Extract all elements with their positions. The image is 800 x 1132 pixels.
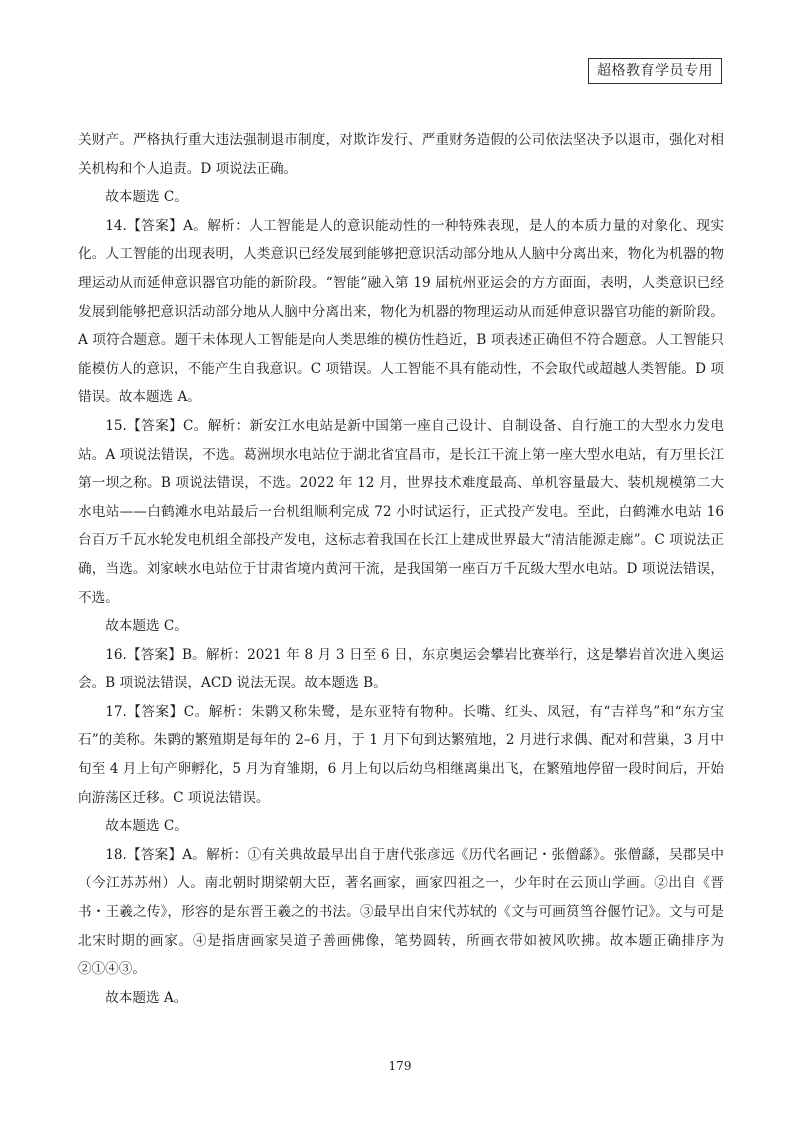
conclusion-13: 故本题选 C。 [105, 189, 188, 206]
answer-17: 17.【答案】C。解析：朱鹮又称朱鹭，是东亚特有物种。长嘴、红头、凤冠，有“吉祥鸟”和“东方宝石”的美称。朱鹮的繁殖期是每年的 2–6 月，于 1 月下旬到达繁殖地，2 月进行求偶、配对和营巢，3 月中旬至 4 月上旬产卵孵化，5 月为育雏期，6 月上旬以后幼鸟相继离巢出飞，在繁殖地停留一段时间后，开始向游荡区迁移。C 项说法错误。 [78, 703, 724, 806]
answer-16: 16.【答案】B。解析：2021 年 8 月 3 日至 6 日，东京奥运会攀岩比赛举行，这是攀岩首次进入奥运会。B 项说法错误，ACD 说法无误。故本题选 B。 [78, 646, 724, 692]
answer-explanations [78, 126, 724, 1012]
institution-stamp: 超格教育学员专用 [588, 58, 722, 84]
conclusion-15: 故本题选 C。 [105, 618, 188, 635]
conclusion-17: 故本题选 C。 [105, 818, 188, 835]
paragraph-continuation: 关财产。严格执行重大违法强制退市制度，对欺诈发行、严重财务造假的公司依法坚决予以退市，强化对相关机构和个人追责。D 项说法正确。 [78, 132, 724, 177]
answer-15: 15.【答案】C。解析：新安江水电站是新中国第一座自己设计、自制设备、自行施工的大型水力发电站。A 项说法错误，不选。葛洲坝水电站位于湖北省宜昌市，是长江干流上第一座大型水电站，有万里长江第一坝之称。B 项说法错误，不选。2022 年 12 月，世界技术难度最高、单机容量最大、装机规模第二大水电站——白鹤滩水电站最后一台机组顺利完成 72 小时试运行，正式投产发电。至此，白鹤滩水电站 16 台百万千瓦水轮发电机组全部投产发电，这标志着我国在长江上建成世界最大“清洁能源走廊”。C 项说法正确，当选。刘家峡水电站位于甘肃省境内黄河干流，是我国第一座百万千瓦级大型水电站。D 项说法错误，不选。 [78, 417, 724, 606]
page-number: 179 [388, 1059, 412, 1073]
answer-18: 18.【答案】A。解析：①有关典故最早出自于唐代张彦远《历代名画记・张僧繇》。张僧繇，吴郡吴中（今江苏苏州）人。南北朝时期梁朝大臣，著名画家，画家四祖之一，少年时在云顶山学画。②出自《晋书・王羲之传》，形容的是东晋王羲之的书法。③最早出自宋代苏轼的《文与可画筼筜谷偃竹记》。文与可是北宋时期的画家。④是指唐画家吴道子善画佛像，笔势圆转，所画衣带如被风吹拂。故本题正确排序为②①④③。 [78, 846, 724, 978]
conclusion-18: 故本题选 A。 [105, 989, 188, 1006]
answer-14: 14.【答案】A。解析：人工智能是人的意识能动性的一种特殊表现，是人的本质力量的对象化、现实化。人工智能的出现表明，人类意识已经发展到能够把意识活动部分地从人脑中分离出来，物化为机器的物理运动从而延伸意识器官功能的新阶段。“智能”融入第 19 届杭州亚运会的方方面面，表明，人类意识已经发展到能够把意识活动部分地从人脑中分离出来，物化为机器的物理运动从而延伸意识器官功能的新阶段。A 项符合题意。题干未体现人工智能是向人类思维的模仿性趋近，B 项表述正确但不符合题意。人工智能只能模仿人的意识，不能产生自我意识。C 项错误。人工智能不具有能动性，不会取代或超越人类智能。D 项错误。故本题选 A。 [78, 217, 724, 406]
